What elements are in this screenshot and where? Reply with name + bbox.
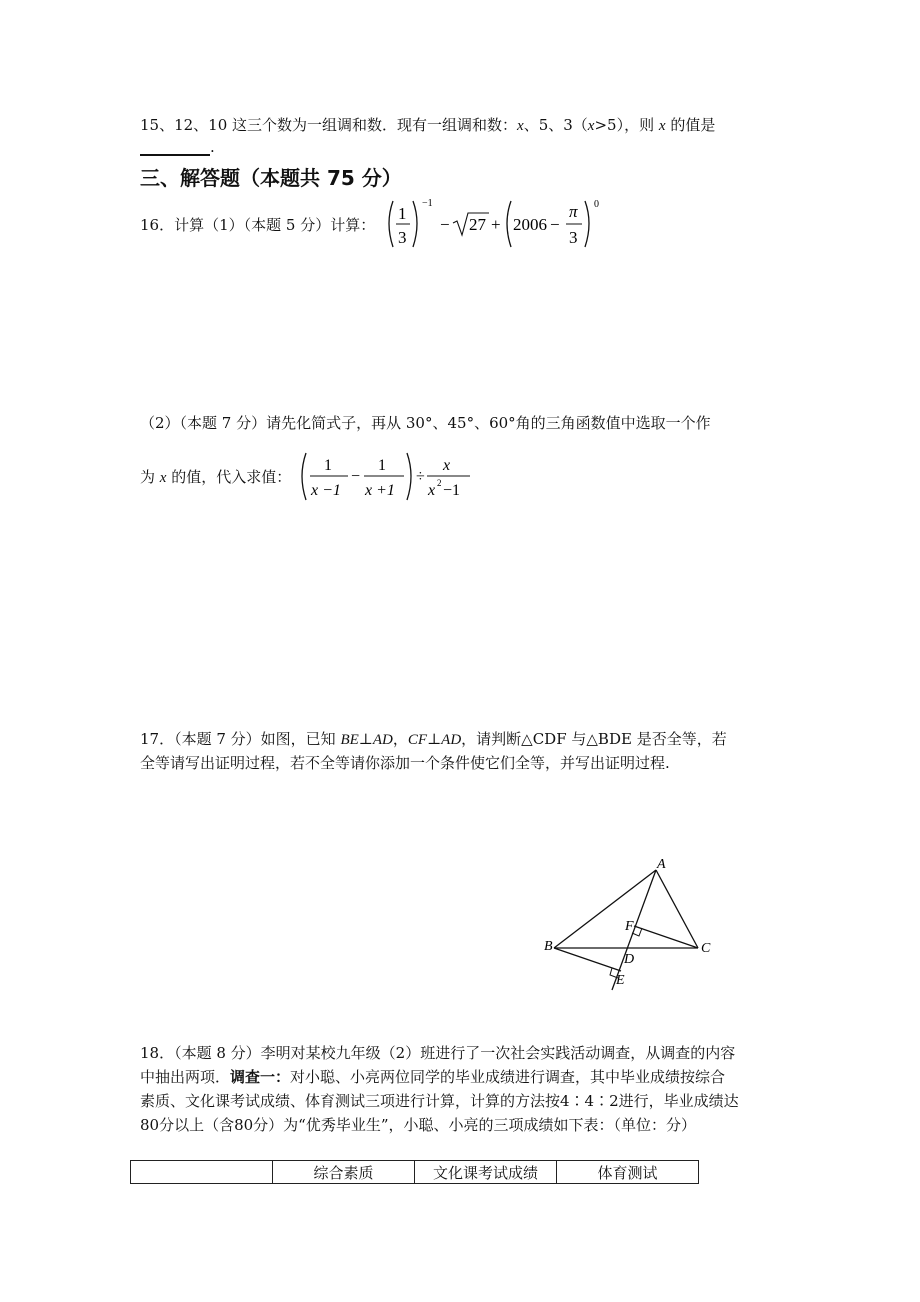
table-header-quality: 综合素质 — [273, 1161, 415, 1184]
q18-line2-b: 对小聪、小亮两位同学的毕业成绩进行调查，其中毕业成绩按综合 — [290, 1068, 726, 1086]
q18-line1: 18．（本题 8 分）李明对某校九年级（2）班进行了一次社会实践活动调查，从调查的内容 — [140, 1044, 736, 1062]
q16-2-den3-exp: 2 — [437, 478, 442, 488]
q16-part2-lead: 为 — [140, 468, 160, 486]
label-d: D — [624, 952, 635, 967]
q15-prefix: 15、12、10 这三个数为一组调和数．现有一组调和数： — [140, 116, 518, 134]
q15-answer-line — [140, 138, 215, 156]
q16-2-den3-x: x — [428, 482, 436, 499]
q15-end: 的值是 — [665, 116, 716, 134]
q17-ad1: AD — [372, 732, 393, 748]
q16-2-paren-right — [407, 453, 411, 500]
table-header-exam: 文化课考试成绩 — [415, 1161, 557, 1184]
q16-2-den3-rest: −1 — [443, 482, 461, 499]
q18-line2 — [140, 1068, 725, 1086]
q16-2-div: ÷ — [416, 468, 425, 485]
q18-line3: 素质、文化课考试成绩、体育测试三项进行计算，计算的方法按4∶4∶2进行，毕业成绩达 — [140, 1092, 739, 1110]
label-c: C — [701, 941, 711, 956]
q17-line2: 全等请写出证明过程，若不全等请你添加一个条件使它们全等，并写出证明过程. — [140, 754, 670, 772]
label-b: B — [544, 939, 553, 954]
q16-exp-neg1: −1 — [422, 198, 433, 209]
q16-expression — [385, 195, 605, 255]
q15-var-x2: x — [658, 118, 666, 134]
q17-ad2: AD — [441, 732, 462, 748]
q18-line2-a: 中抽出两项． — [140, 1068, 231, 1086]
table-header-pe: 体育测试 — [557, 1161, 699, 1184]
q15-var-x: x — [517, 118, 524, 134]
q16-2-num3: x — [443, 457, 451, 474]
q17-line1 — [140, 730, 727, 749]
q16-paren-right-1 — [413, 201, 417, 247]
q15-period: . — [210, 138, 215, 156]
q16-part2-var-x: x — [159, 470, 167, 486]
q17-figure — [540, 850, 730, 1000]
q16-2-num2: 1 — [378, 457, 386, 474]
q16-part2-line2 — [140, 468, 291, 487]
q17-perp2: ⊥ — [427, 730, 442, 748]
q16-plus: + — [491, 215, 501, 234]
q16-2-num1: 1 — [324, 457, 332, 474]
q18-score-table — [130, 1160, 699, 1184]
table-header-blank — [131, 1161, 273, 1184]
label-e: E — [616, 973, 625, 988]
q16-2-den1: x −1 — [311, 482, 341, 499]
q17-lead: 17．（本题 7 分）如图，已知 — [140, 730, 341, 748]
q16-den-three: 3 — [398, 228, 407, 247]
q16-sqrt-arg: 27 — [469, 215, 486, 234]
q15-text — [140, 116, 715, 135]
section-3-title: 三、解答题（本题共 75 分） — [140, 166, 402, 190]
q16-2-minus: − — [351, 468, 361, 485]
q16-num-one: 1 — [398, 204, 407, 223]
q16-expression-2 — [298, 450, 488, 506]
q16-year: 2006 — [513, 215, 547, 234]
q15-suffix: ，则 — [624, 116, 659, 134]
q16-minus: − — [440, 215, 450, 234]
line-ad-extended — [612, 870, 656, 990]
q18-line4: 80分以上（含80分）为“优秀毕业生”，小聪、小亮的三项成绩如下表：（单位：分） — [140, 1116, 697, 1134]
q17-perp1: ⊥ — [358, 730, 373, 748]
q16-minus2: − — [550, 215, 560, 234]
q16-paren-left-1 — [389, 201, 393, 247]
q16-part2-line1: （2）（本题 7 分）请先化简式子，再从 30°、45°、60°角的三角函数值中选取一个作 — [140, 414, 711, 432]
q16-2-paren-left — [302, 453, 306, 500]
q16-den-three2: 3 — [569, 228, 578, 247]
segment-be — [554, 948, 621, 971]
q15-cond-var: x — [587, 118, 595, 134]
q16-2-den2: x +1 — [365, 482, 395, 499]
q16-paren-left-2 — [507, 201, 511, 247]
label-a: A — [657, 857, 666, 872]
q17-comma: ， — [392, 730, 408, 748]
q17-cf: CF — [407, 732, 428, 748]
segment-ab — [554, 870, 656, 948]
q17-rest: ，请判断△CDF 与△BDE 是否全等，若 — [461, 730, 727, 748]
q15-cond: >5） — [594, 116, 625, 134]
table-header-row — [131, 1161, 699, 1184]
q17-be: BE — [340, 732, 359, 748]
q16-part2-rest: 的值，代入求值： — [166, 468, 292, 486]
q16-paren-right-2 — [585, 201, 589, 247]
label-f: F — [625, 919, 634, 934]
q16-exp-zero: 0 — [594, 199, 599, 210]
q16-pi: π — [569, 202, 578, 221]
q15-mid: 、5、3（ — [523, 116, 588, 134]
q16-lead: 16．计算（1）（本题 5 分）计算： — [140, 216, 376, 234]
q15-answer-blank — [140, 140, 210, 156]
q18-survey1-label: 调查一： — [230, 1068, 291, 1086]
